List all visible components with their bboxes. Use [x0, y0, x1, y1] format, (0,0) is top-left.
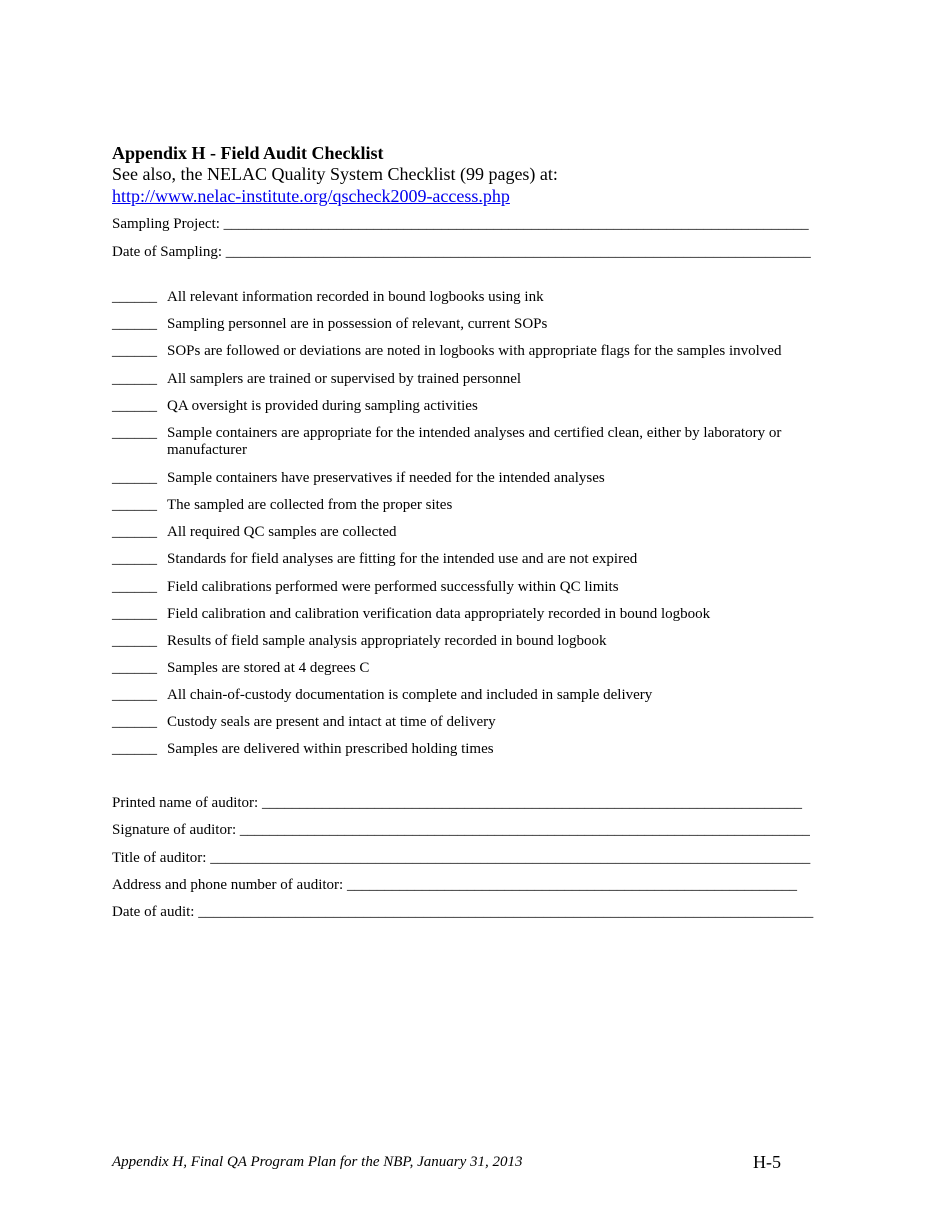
checklist-blank[interactable]: ______	[112, 741, 157, 757]
checklist-blank[interactable]: ______	[112, 497, 157, 513]
checklist-item-text: Custody seals are present and intact at time of delivery	[167, 714, 496, 730]
checklist-item-text: Standards for field analyses are fitting for the intended use and are not expired	[167, 551, 638, 567]
checklist-item-text: All relevant information recorded in bound logbooks using ink	[167, 289, 544, 305]
checklist-blank[interactable]: ______	[112, 343, 157, 359]
sampling-project-field[interactable]: Sampling Project: ______________________________________________________________________________	[112, 216, 809, 232]
date-of-sampling-field[interactable]: Date of Sampling: ______________________________________________________________________________	[112, 244, 811, 260]
checklist-blank[interactable]: ______	[112, 371, 157, 387]
checklist-item-text: QA oversight is provided during sampling activities	[167, 398, 478, 414]
nelac-checklist-link[interactable]: http://www.nelac-institute.org/qscheck2009-access.php	[112, 186, 510, 206]
page-subtitle: See also, the NELAC Quality System Checklist (99 pages) at:	[112, 164, 558, 184]
checklist-blank[interactable]: ______	[112, 316, 157, 332]
printed-name-field[interactable]: Printed name of auditor: ________________________________________________________________________	[112, 795, 802, 811]
signature-field[interactable]: Signature of auditor: ____________________________________________________________________________	[112, 822, 810, 838]
footer-document-title: Appendix H, Final QA Program Plan for the NBP, January 31, 2013	[112, 1154, 523, 1170]
checklist-item-text: Sampling personnel are in possession of relevant, current SOPs	[167, 316, 548, 332]
checklist-item-text: All chain-of-custody documentation is complete and included in sample delivery	[167, 687, 653, 703]
title-field[interactable]: Title of auditor: ________________________________________________________________________________	[112, 850, 811, 866]
checklist-item-text: Field calibrations performed were performed successfully within QC limits	[167, 579, 619, 595]
checklist-blank[interactable]: ______	[112, 633, 157, 649]
checklist-item-text: Sample containers are appropriate for the intended analyses and certified clean, either by laboratory or manufacturer	[167, 425, 782, 458]
checklist-item-text: All required QC samples are collected	[167, 524, 397, 540]
checklist-blank[interactable]: ______	[112, 606, 157, 622]
checklist-item-text: Sample containers have preservatives if needed for the intended analyses	[167, 470, 605, 486]
checklist-blank[interactable]: ______	[112, 524, 157, 540]
checklist-blank[interactable]: ______	[112, 687, 157, 703]
page-title: Appendix H - Field Audit Checklist	[112, 143, 384, 163]
date-of-audit-field[interactable]: Date of audit: __________________________________________________________________________________	[112, 904, 814, 920]
checklist-item-text: Samples are stored at 4 degrees C	[167, 660, 370, 676]
checklist-item-text: Field calibration and calibration verification data appropriately recorded in bound logbook	[167, 606, 711, 622]
checklist-item-text: All samplers are trained or supervised by trained personnel	[167, 371, 522, 387]
address-phone-field[interactable]: Address and phone number of auditor: ____________________________________________________________	[112, 877, 797, 893]
checklist-item-text: Samples are delivered within prescribed holding times	[167, 741, 494, 757]
checklist-blank[interactable]: ______	[112, 470, 157, 486]
checklist-blank[interactable]: ______	[112, 289, 157, 305]
checklist-item-text: The sampled are collected from the proper sites	[167, 497, 453, 513]
checklist-blank[interactable]: ______	[112, 714, 157, 730]
checklist-blank[interactable]: ______	[112, 425, 157, 441]
page-number: H-5	[753, 1152, 781, 1172]
checklist-blank[interactable]: ______	[112, 398, 157, 414]
checklist-blank[interactable]: ______	[112, 551, 157, 567]
checklist-item-text: Results of field sample analysis appropriately recorded in bound logbook	[167, 633, 607, 649]
checklist-blank[interactable]: ______	[112, 579, 157, 595]
checklist-item-text: SOPs are followed or deviations are noted in logbooks with appropriate flags for the samples involved	[167, 343, 782, 359]
checklist-blank[interactable]: ______	[112, 660, 157, 676]
